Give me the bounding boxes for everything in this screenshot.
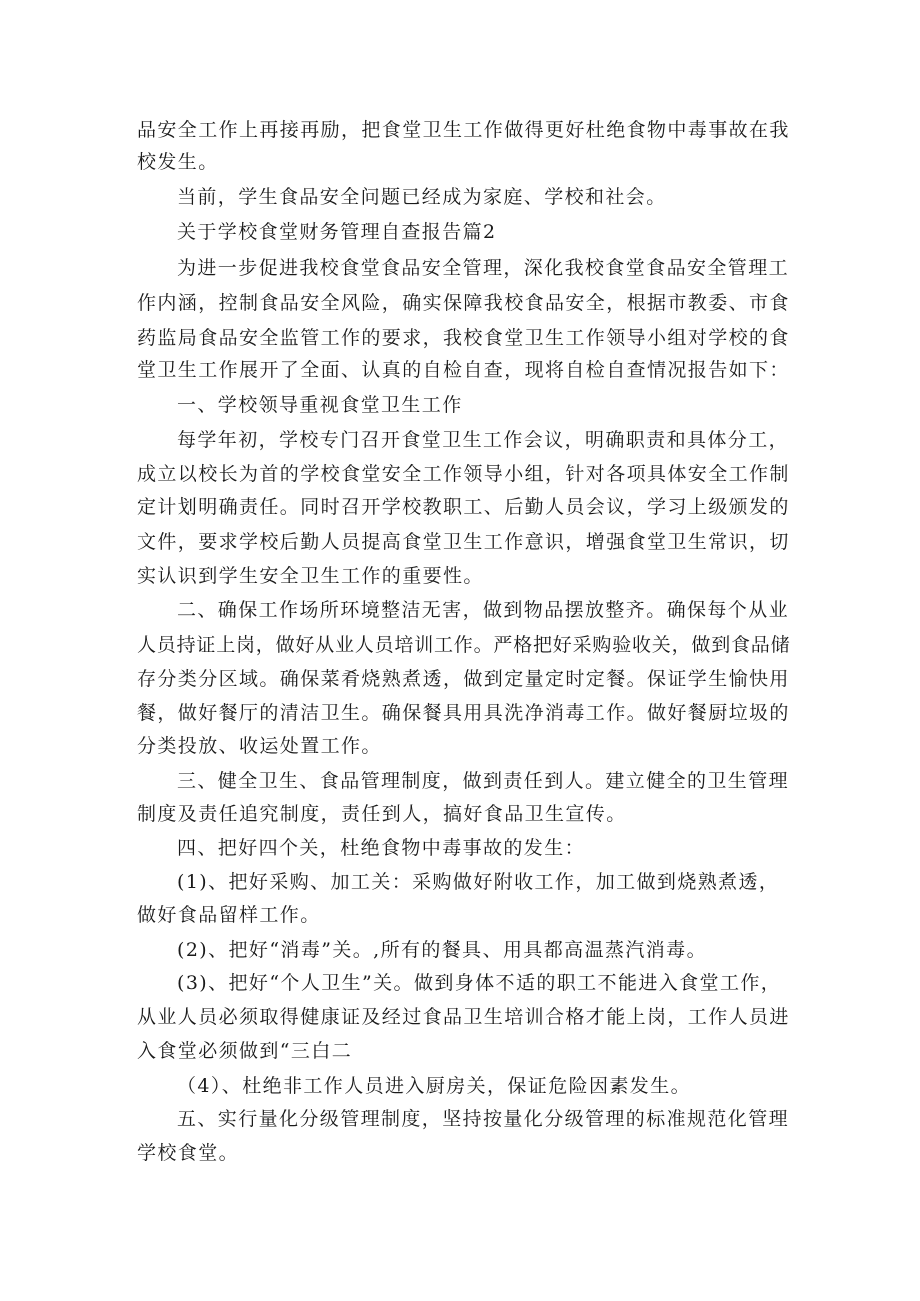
text-line: 学校食堂。: [137, 1142, 240, 1164]
text-line: (3)、把好“个人卫生”关。做到身体不适的职工不能进入食堂工作，: [177, 972, 782, 994]
text-line: 品安全工作上再接再励，把食堂卫生工作做得更好杜绝食物中毒事故在我: [137, 119, 790, 141]
text-line: 成立以校长为首的学校食堂安全工作领导小组，针对各项具体安全工作制: [137, 463, 790, 485]
text-line: 文件，要求学校后勤人员提高食堂卫生工作意识，增强食堂卫生常识，切: [137, 531, 790, 553]
text-line: 作内涵，控制食品安全风险，确实保障我校食品安全，根据市教委、市食: [137, 292, 790, 314]
text-line: 四、把好四个关，杜绝食物中毒事故的发生：: [177, 837, 586, 859]
text-line: 餐，做好餐厅的清洁卫生。确保餐具用具洗净消毒工作。做好餐厨垃圾的: [137, 702, 790, 724]
text-line: (2)、把好“消毒”关。,所有的餐具、用具都高温蒸汽消毒。: [177, 939, 707, 961]
text-line: 实认识到学生安全卫生工作的重要性。: [137, 565, 484, 587]
text-line: 人员持证上岗，做好从业人员培训工作。严格把好采购验收关，做到食品储: [137, 634, 791, 656]
text-line: 校发生。: [137, 151, 219, 173]
text-line: 三、健全卫生、食品管理制度，做到责任到人。建立健全的卫生管理: [177, 770, 790, 792]
text-line: 分类投放、收运处置工作。: [137, 735, 382, 757]
text-line: (1)、把好采购、加工关：采购做好附收工作，加工做到烧熟煮透，: [177, 871, 780, 893]
text-line: 五、实行量化分级管理制度，坚持按量化分级管理的标准规范化管理: [177, 1108, 790, 1130]
text-line: 堂卫生工作展开了全面、认真的自检自查，现将自检自查情况报告如下：: [137, 359, 790, 381]
text-line: 为进一步促进我校食堂食品安全管理，深化我校食堂食品安全管理工: [177, 257, 790, 279]
text-line: 从业人员必须取得健康证及经过食品卫生培训合格才能上岗，工作人员进: [137, 1006, 790, 1028]
text-line: 存分类分区域。确保菜肴烧熟煮透，做到定量定时定餐。保证学生愉快用: [137, 668, 790, 690]
text-line: （4）、杜绝非工作人员进入厨房关，保证危险因素发生。: [177, 1075, 691, 1097]
text-line: 每学年初，学校专门召开食堂卫生工作会议，明确职责和具体分工，: [177, 429, 790, 451]
section-heading: 关于学校食堂财务管理自查报告篇2: [177, 221, 497, 243]
text-line: 药监局食品安全监管工作的要求，我校食堂卫生工作领导小组对学校的食: [137, 327, 790, 349]
text-line: 制度及责任追究制度，责任到人，搞好食品卫生宣传。: [137, 803, 627, 825]
text-line: 定计划明确责任。同时召开学校教职工、后勤人员会议，学习上级颁发的: [137, 496, 790, 518]
text-line: 当前，学生食品安全问题已经成为家庭、学校和社会。: [177, 186, 667, 208]
text-line: 二、确保工作场所环境整洁无害，做到物品摆放整齐。确保每个从业: [177, 599, 790, 621]
text-line: 入食堂必须做到“三白二: [137, 1040, 353, 1062]
text-line: 做好食品留样工作。: [137, 904, 321, 926]
section-heading: 一、学校领导重视食堂卫生工作: [177, 394, 463, 416]
